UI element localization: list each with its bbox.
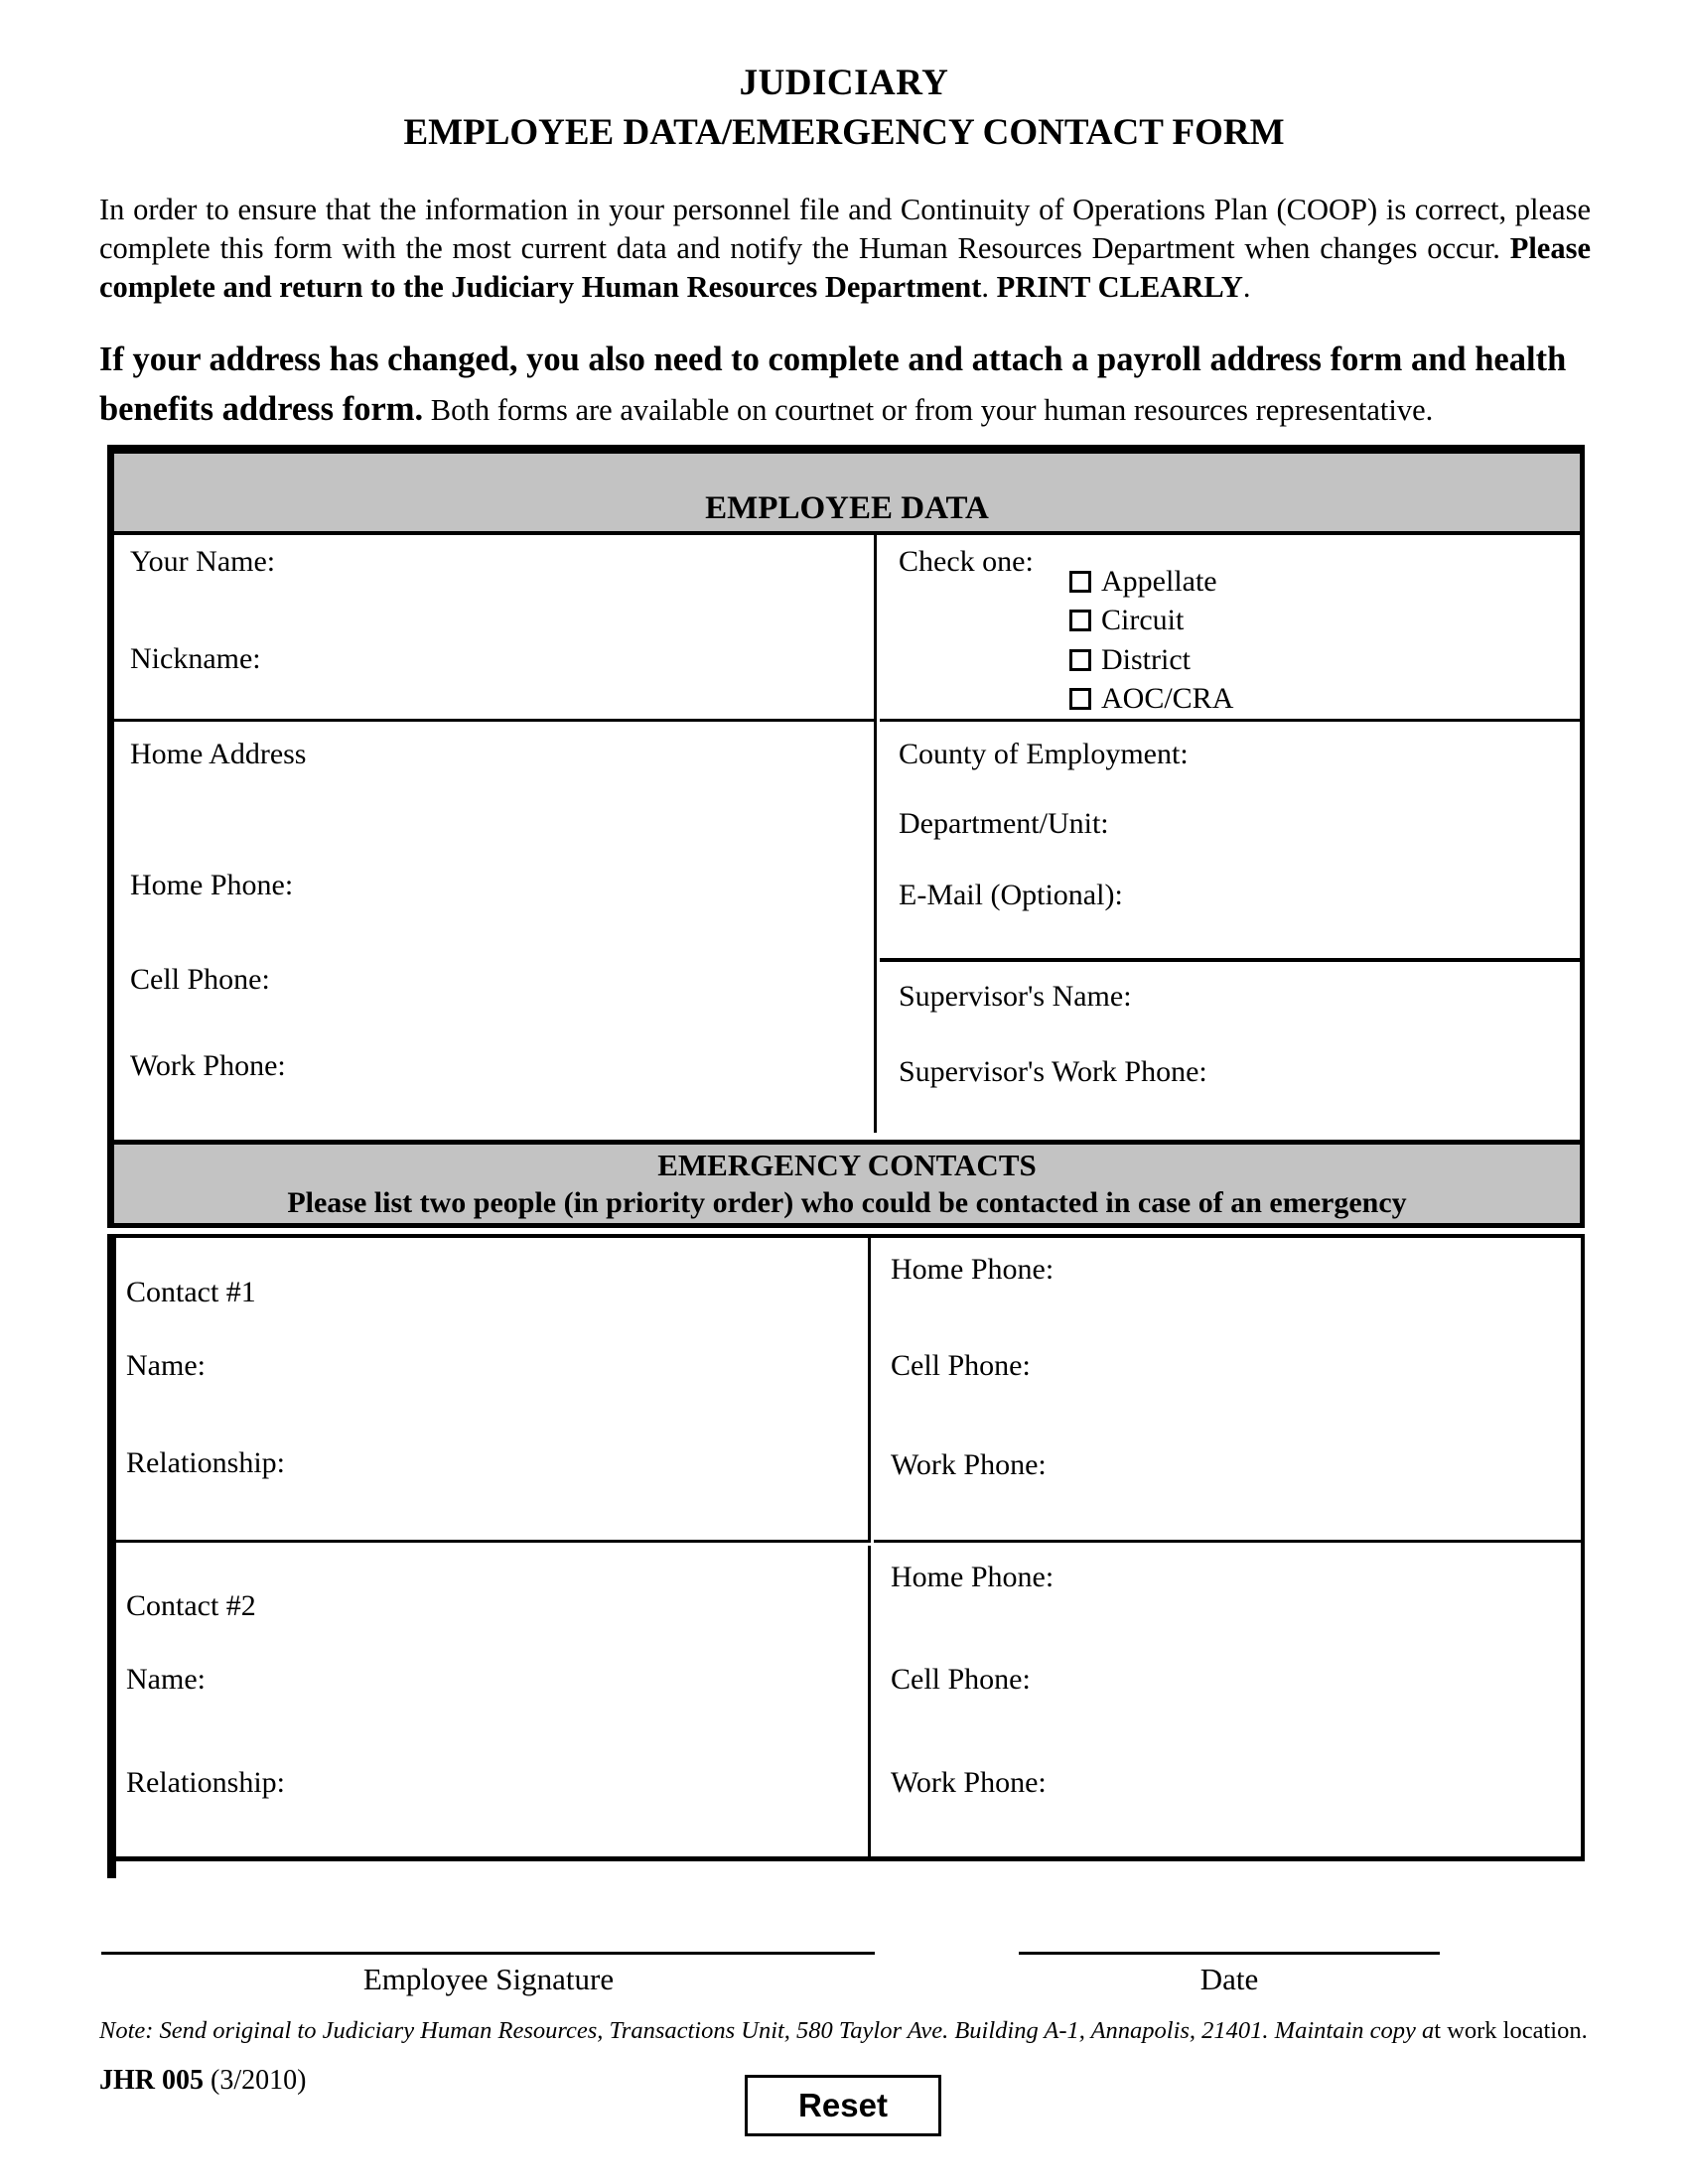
contact2-phones-cell bbox=[874, 1546, 1581, 1856]
check-one-cell bbox=[880, 535, 1580, 722]
checkbox-aoc-cra[interactable] bbox=[1069, 682, 1233, 716]
contact2-title: Contact #2 bbox=[126, 1589, 256, 1622]
date-label: Date bbox=[1199, 1962, 1259, 1996]
intro-period: . bbox=[1242, 270, 1251, 304]
name-nickname-cell bbox=[114, 535, 877, 722]
checkbox-appellate[interactable] bbox=[1069, 565, 1217, 599]
table-left-border-stub bbox=[107, 1861, 116, 1878]
contact1-relationship-label: Relationship: bbox=[126, 1446, 285, 1479]
notice-bold-text: If your address has changed, you also need to complete and attach a payroll address form and health benefits address form. bbox=[99, 341, 1567, 428]
circuit-checkbox-icon[interactable] bbox=[1069, 610, 1091, 631]
contact2-name-label: Name: bbox=[126, 1663, 206, 1696]
email-optional-label: E-Mail (Optional): bbox=[899, 879, 1123, 911]
contact2-cell-phone-label: Cell Phone: bbox=[891, 1663, 1031, 1696]
form-number-code: JHR 005 bbox=[99, 2065, 204, 2096]
intro-separator: . bbox=[981, 270, 997, 304]
emergency-contacts-subheader: Please list two people (in priority order) who could be contacted in case of an emergency bbox=[287, 1185, 1407, 1219]
contact1-title: Contact #1 bbox=[126, 1276, 256, 1308]
county-department-email-cell bbox=[880, 722, 1580, 962]
intro-paragraph bbox=[99, 191, 1591, 307]
department-unit-label: Department/Unit: bbox=[899, 807, 1109, 840]
check-one-label: Check one: bbox=[899, 545, 1034, 578]
routing-note-regular: t work location. bbox=[1434, 2017, 1588, 2044]
form-title-line2: EMPLOYEE DATA/EMERGENCY CONTACT FORM bbox=[403, 112, 1285, 153]
employee-data-table bbox=[107, 445, 1585, 1140]
contact1-name-label: Name: bbox=[126, 1349, 206, 1382]
date-line bbox=[1019, 1952, 1440, 1955]
contact1-phones-cell bbox=[874, 1238, 1581, 1543]
form-number-revision: (3/2010) bbox=[204, 2065, 307, 2096]
district-label: District bbox=[1101, 643, 1191, 676]
home-phone-label: Home Phone: bbox=[130, 869, 294, 901]
circuit-label: Circuit bbox=[1101, 604, 1185, 636]
address-change-notice bbox=[99, 336, 1594, 435]
notice-regular-text: Both forms are available on courtnet or from your human resources representative. bbox=[423, 393, 1434, 427]
appellate-label: Appellate bbox=[1101, 565, 1217, 598]
routing-note-italic: Note: Send original to Judiciary Human Resources, Transactions Unit, 580 Taylor Ave. Building A-1, Annapolis, 21401. Maintain copy a bbox=[99, 2017, 1435, 2044]
supervisor-cell bbox=[880, 966, 1580, 1133]
checkbox-circuit[interactable] bbox=[1069, 604, 1184, 637]
contact1-cell-phone-label: Cell Phone: bbox=[891, 1349, 1031, 1382]
contact2-home-phone-label: Home Phone: bbox=[891, 1561, 1055, 1593]
supervisor-name-label: Supervisor's Name: bbox=[899, 980, 1132, 1013]
emergency-contacts-header-band bbox=[107, 1140, 1585, 1228]
cell-phone-label: Cell Phone: bbox=[130, 963, 270, 996]
reset-button[interactable]: Reset bbox=[745, 2075, 941, 2136]
contact2-identity-cell bbox=[116, 1546, 871, 1856]
contact1-identity-cell bbox=[116, 1238, 871, 1543]
county-of-employment-label: County of Employment: bbox=[899, 738, 1189, 770]
intro-print-clearly: PRINT CLEARLY bbox=[996, 270, 1243, 304]
nickname-label: Nickname: bbox=[130, 642, 261, 675]
home-address-phones-cell bbox=[114, 722, 877, 1133]
aoc-cra-checkbox-icon[interactable] bbox=[1069, 688, 1091, 710]
your-name-label: Your Name: bbox=[130, 545, 276, 578]
contact2-relationship-label: Relationship: bbox=[126, 1766, 285, 1799]
emergency-contacts-header: EMERGENCY CONTACTS bbox=[657, 1147, 1037, 1182]
form-number bbox=[99, 2065, 306, 2097]
intro-text: In order to ensure that the information in your personnel file and Continuity of Operations Plan (COOP) is correct, please complete this form with the most current data and notify the Human Resources Department when changes occur. bbox=[99, 193, 1591, 265]
checkbox-district[interactable] bbox=[1069, 643, 1191, 677]
employee-data-header: EMPLOYEE DATA bbox=[114, 454, 1580, 535]
intro-bold-sentence: Please complete and return to the Judiciary Human Resources Department bbox=[99, 231, 1591, 304]
routing-note bbox=[99, 2017, 1609, 2045]
form-title-line1: JUDICIARY bbox=[739, 63, 949, 103]
employee-signature-line bbox=[101, 1952, 875, 1955]
contact1-work-phone-label: Work Phone: bbox=[891, 1448, 1047, 1481]
aoc-cra-label: AOC/CRA bbox=[1101, 682, 1234, 715]
appellate-checkbox-icon[interactable] bbox=[1069, 571, 1091, 593]
district-checkbox-icon[interactable] bbox=[1069, 649, 1091, 671]
supervisor-work-phone-label: Supervisor's Work Phone: bbox=[899, 1055, 1207, 1088]
employee-signature-label: Employee Signature bbox=[362, 1962, 615, 1996]
emergency-contacts-table bbox=[107, 1234, 1585, 1861]
contact2-work-phone-label: Work Phone: bbox=[891, 1766, 1047, 1799]
home-address-label: Home Address bbox=[130, 738, 307, 770]
work-phone-label: Work Phone: bbox=[130, 1049, 286, 1082]
contact1-home-phone-label: Home Phone: bbox=[891, 1253, 1055, 1286]
